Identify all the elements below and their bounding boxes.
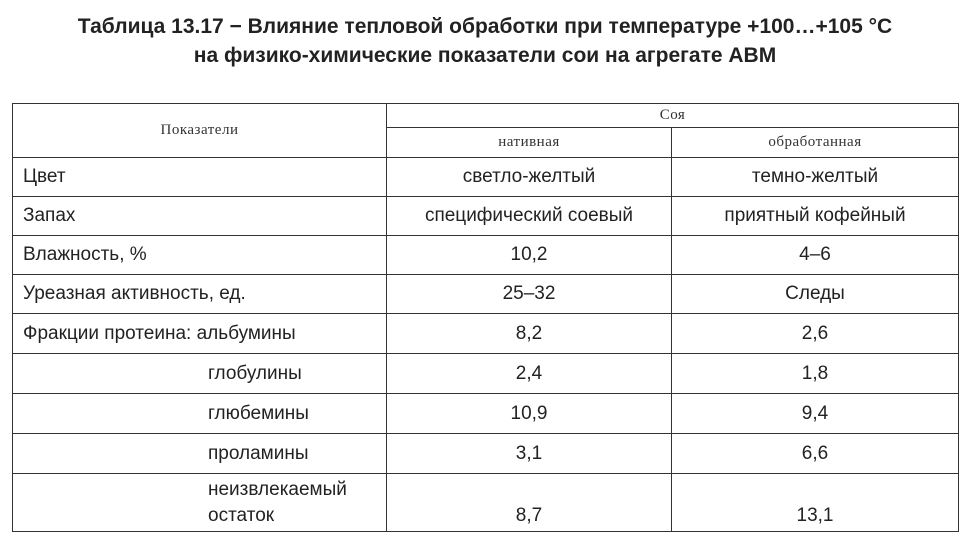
native-value: 10,9 xyxy=(387,394,672,434)
header-indicators: Показатели xyxy=(13,104,387,158)
processed-value: 1,8 xyxy=(672,354,959,394)
processed-value: темно-желтый xyxy=(672,158,959,197)
table-title xyxy=(0,12,970,70)
native-value: 8,7 xyxy=(387,474,672,532)
row-label: глюбемины xyxy=(13,394,387,434)
table-row xyxy=(13,394,959,434)
header-processed: обработанная xyxy=(672,128,959,158)
native-value: специфический соевый xyxy=(387,197,672,236)
processed-value: 9,4 xyxy=(672,394,959,434)
processed-value: 2,6 xyxy=(672,314,959,354)
processed-value: 13,1 xyxy=(672,474,959,532)
table-row xyxy=(13,158,959,197)
table-row xyxy=(13,474,959,532)
processed-value: Следы xyxy=(672,275,959,314)
title-line-1: Таблица 13.17 − Влияние тепловой обработки при температуре +100…+105 °С xyxy=(77,15,893,38)
title-line-2: на физико-химические показатели сои на агрегате АВМ xyxy=(193,44,777,67)
row-label: Влажность, % xyxy=(13,236,387,275)
row-label xyxy=(13,474,387,532)
native-value: 25–32 xyxy=(387,275,672,314)
table-row xyxy=(13,314,959,354)
table-row xyxy=(13,434,959,474)
row-label-line-1: неизвлекаемый xyxy=(208,478,347,500)
row-label: Цвет xyxy=(13,158,387,197)
row-label: глобулины xyxy=(13,354,387,394)
native-value: 2,4 xyxy=(387,354,672,394)
table-row xyxy=(13,275,959,314)
row-label: Запах xyxy=(13,197,387,236)
header-soy: Соя xyxy=(387,104,959,128)
processed-value: 6,6 xyxy=(672,434,959,474)
native-value: 3,1 xyxy=(387,434,672,474)
row-label: Уреазная активность, ед. xyxy=(13,275,387,314)
native-value: 8,2 xyxy=(387,314,672,354)
row-label-line-2: остаток xyxy=(208,504,275,526)
header-native: нативная xyxy=(387,128,672,158)
processed-value: 4–6 xyxy=(672,236,959,275)
table-row xyxy=(13,354,959,394)
processed-value: приятный кофейный xyxy=(672,197,959,236)
soy-indicators-table xyxy=(12,103,959,532)
header-row-1 xyxy=(13,104,959,128)
row-label: проламины xyxy=(13,434,387,474)
native-value: 10,2 xyxy=(387,236,672,275)
row-label: Фракции протеина: альбумины xyxy=(13,314,387,354)
native-value: светло-желтый xyxy=(387,158,672,197)
table-row xyxy=(13,197,959,236)
table-row xyxy=(13,236,959,275)
